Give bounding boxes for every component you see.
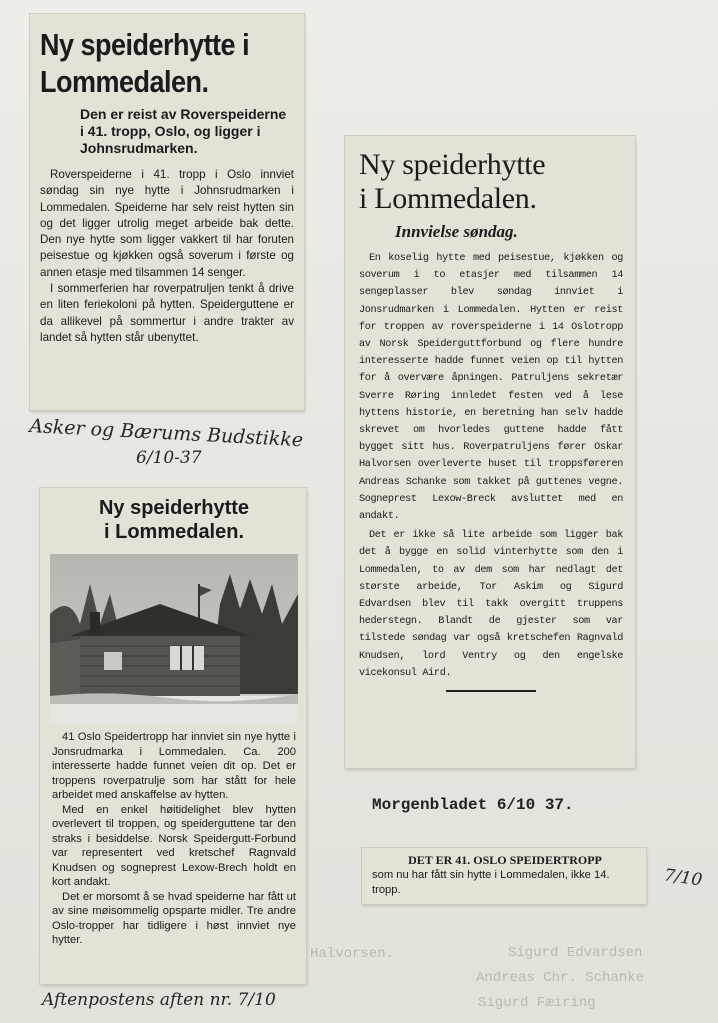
clip3-headline-line2: i Lommedalen. <box>359 182 537 215</box>
clip1-headline-line2: Lommedalen. <box>40 65 209 99</box>
clipping-budstikke <box>30 14 304 410</box>
clip2-paragraph-2: Med en enkel høitidelighet blev hytten overlevert til troppen, og speiderguttene tar den straks i besiddelse. Norsk Speidergutt-Forbund var representert ved kretschef Ragnvald Knudsen og sogneprest Lexow-Brech holdt en kort andakt. <box>52 803 296 888</box>
clip1-headline-line1: Ny speiderhytte i <box>40 28 250 62</box>
clip3-headline-line1: Ny speiderhytte <box>359 148 546 181</box>
handwritten-date-correction: 7/10 <box>662 865 704 891</box>
clipping-morgenbladet <box>345 136 635 768</box>
clip3-subhead: Innvielse søndag. <box>395 222 518 241</box>
clip2-headline-line1: Ny speiderhytte <box>98 497 250 519</box>
typed-source-morgenbladet: Morgenbladet 6/10 37. <box>372 796 574 814</box>
clip3-paragraph-1: En koselig hytte med peisestue, kjøkken og soverum i to etasjer med tilsammen 14 sengeplasser blev søndag innviet i Jonsrudmarken i Lommedalen. Hytten er reist for troppen av roverspeiderne i 14 Oslotropp av Norsk Speiderguttforbund og flere hundre interesserte hadde funnet veien op til hytten for å overvære åpningen. Patruljens sekretær Sverre Røring innledet festen ved å lese hyttens historie, en beretning han selv hadde skrevet om hvorledes guttene hadde fått bygget sitt hus. Roverpatruljens fører Oskar Halvorsen overleverte huset til troppsføreren Andreas Schanke som takket på guttenes vegne. Sogneprest Lexow-Breck avsluttet med en andakt. <box>359 253 623 523</box>
cabin-photo <box>50 554 298 724</box>
handwritten-source-budstikke: Asker og Bærums Budstikke <box>28 415 304 452</box>
clip2-headline-line2: i Lommedalen. <box>103 521 245 543</box>
clip2-paragraph-1: 41 Oslo Speidertropp har innviet sin nye hytte i Jonsrudmarka i Lommedalen. Ca. 200 interesserte hadde funnet veien dit op. Det er troppens roverpatrulje som har stått for hele arbeidet med anskaffelse av hytten. <box>52 731 296 801</box>
ghost-text-3: Halvorsen. <box>310 946 395 962</box>
clip1-paragraph-1: Roverspeiderne i 41. tropp i Oslo innviet søndag sin nye hytte i Johnsrudmarken i Lommedalen. Speiderne har selv reist hytten sin og det ligger utrolig meget arbeide bak dette. Den nye hytte som ligger vakkert til har foruten peisestue og kjøkken også soverum i første og annen etasje med tilsammen 14 senger. <box>40 168 294 279</box>
clip1-subhead: Den er reist av Roverspeiderne i 41. tropp, Oslo, og ligger i Johnsrudmarken. <box>80 106 287 156</box>
handwritten-date-budstikke: 6/10-37 <box>136 448 202 468</box>
clip4-text: som nu har fått sin hytte i Lommedalen, ikke 14. tropp. <box>372 869 610 896</box>
handwritten-source-aftenposten: Aftenpostens aften nr. 7/10 <box>42 990 276 1010</box>
clipping-correction <box>362 848 646 904</box>
cabin-photo-illustration <box>50 554 298 724</box>
clipping-aftenposten <box>40 488 306 984</box>
ghost-text-2: Andreas Chr. Schanke <box>476 970 645 986</box>
ghost-text-1: Sigurd Edvardsen <box>508 945 643 961</box>
clip1-paragraph-2: I sommerferien har roverpatruljen tenkt å drive en liten feriekoloni på hytten. Speiderguttene er da allikevel på sommertur i andre trakter av landet så hytten står ubenyttet. <box>40 282 294 344</box>
ghost-text-4: Sigurd Fæiring <box>478 995 596 1011</box>
clip2-paragraph-3: Det er morsomt å se hvad speiderne har fått ut av sine møisommelig opsparte midler. Tre andre Oslo-tropper har tidligere i høst innviet nye hytter. <box>52 890 296 946</box>
clip4-headline: DET ER 41. OSLO SPEIDERTROPP <box>408 853 602 867</box>
clip3-paragraph-2: Det er ikke så lite arbeide som ligger bak det å bygge en solid vinterhytte som den i Lommedalen, to av dem som har nedlagt det største arbeide, Tor Askim og Sigurd Edvardsen blev til takk overgitt truppens hederstegn. Blandt de gjester som var tilstede søndag var også kretschefen Ragnvald Knudsen, lord Ventry og den engelske vicekonsul Aird. <box>359 530 623 679</box>
clip3-end-rule <box>446 690 536 692</box>
